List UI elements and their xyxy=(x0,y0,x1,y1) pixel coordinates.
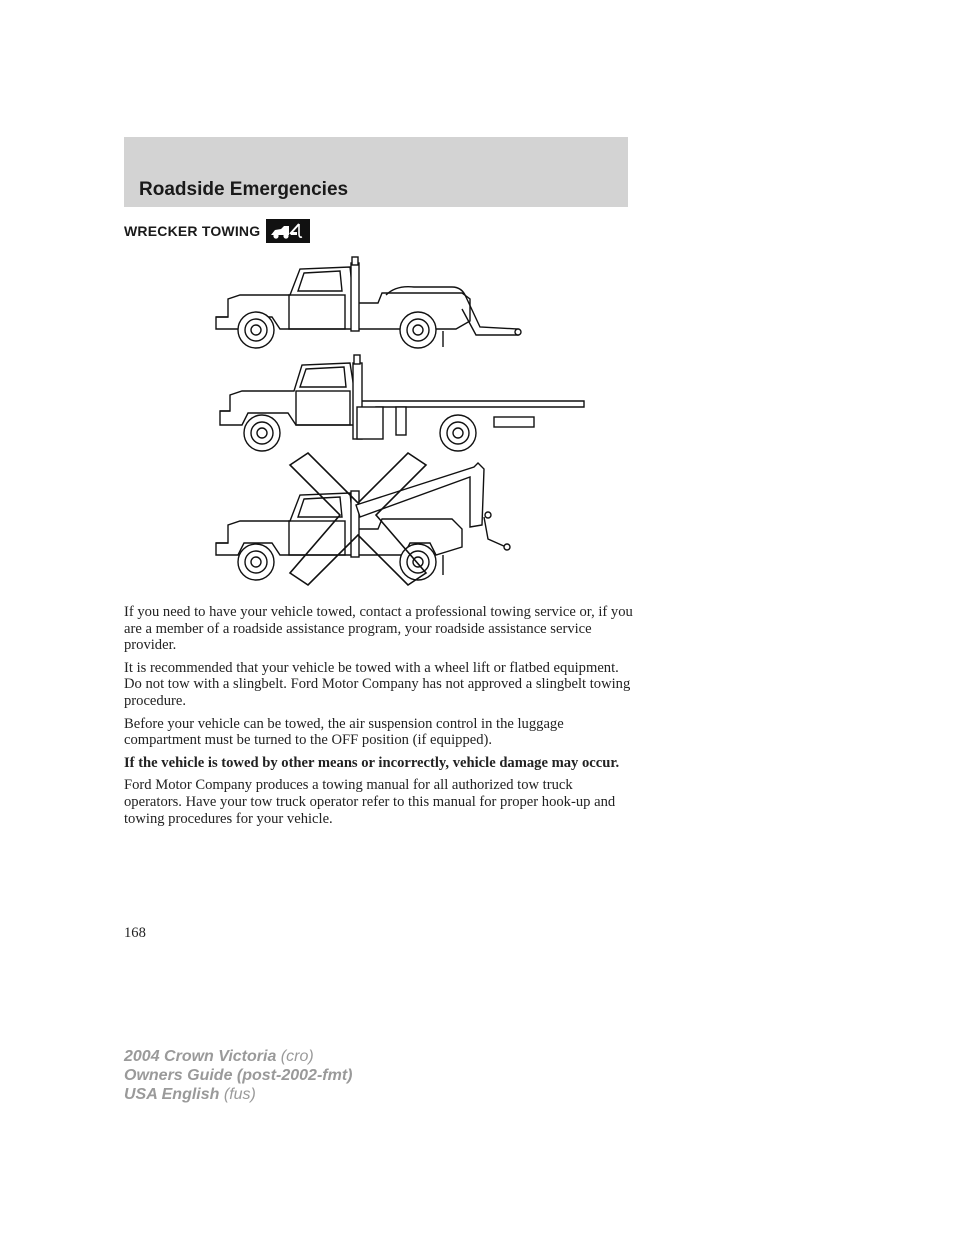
page-title: Roadside Emergencies xyxy=(139,179,349,200)
slingbelt-tow-truck xyxy=(216,463,510,580)
footer-guide: Owners Guide (post-2002-fmt) xyxy=(124,1067,353,1084)
footer-line-2 xyxy=(124,1066,352,1085)
paragraph-contact-towing: If you need to have your vehicle towed, contact a professional towing service or, if you are a member of a roadside assistance program, your roadside assistance service provider. xyxy=(124,604,633,654)
warning-text: If the vehicle is towed by other means or incorrectly, vehicle damage may occur. xyxy=(124,754,620,771)
body-text xyxy=(124,604,634,833)
section-heading-text: WRECKER TOWING xyxy=(124,223,261,239)
tow-truck-icon xyxy=(266,219,310,243)
towing-methods-illustration xyxy=(200,255,600,595)
paragraph-towing-manual: Ford Motor Company produces a towing manual for all authorized tow truck operators. Have your tow truck operator refer to this manual for proper hook-up and towing procedures for your vehicle. xyxy=(124,777,616,827)
wheel-lift-tow-truck xyxy=(216,257,521,348)
footer-language: USA English xyxy=(124,1086,220,1103)
footer-language-code: (fus) xyxy=(219,1086,256,1103)
flatbed-tow-truck xyxy=(220,355,584,451)
document-footer xyxy=(124,1047,352,1104)
paragraph-air-suspension: Before your vehicle can be towed, the air suspension control in the luggage compartment must be turned to the OFF position (if equipped). xyxy=(124,715,564,749)
section-heading xyxy=(124,218,310,244)
header-band xyxy=(124,137,628,207)
footer-model: 2004 Crown Victoria xyxy=(124,1048,277,1065)
footer-line-1 xyxy=(124,1047,352,1066)
page-number: 168 xyxy=(124,925,146,941)
paragraph-recommended-method: It is recommended that your vehicle be towed with a wheel lift or flatbed equipment. Do not tow with a slingbelt. Ford Motor Company has not approved a slingbelt towing procedure. xyxy=(124,659,631,709)
footer-line-3 xyxy=(124,1085,352,1104)
footer-model-code: (cro) xyxy=(276,1048,314,1065)
